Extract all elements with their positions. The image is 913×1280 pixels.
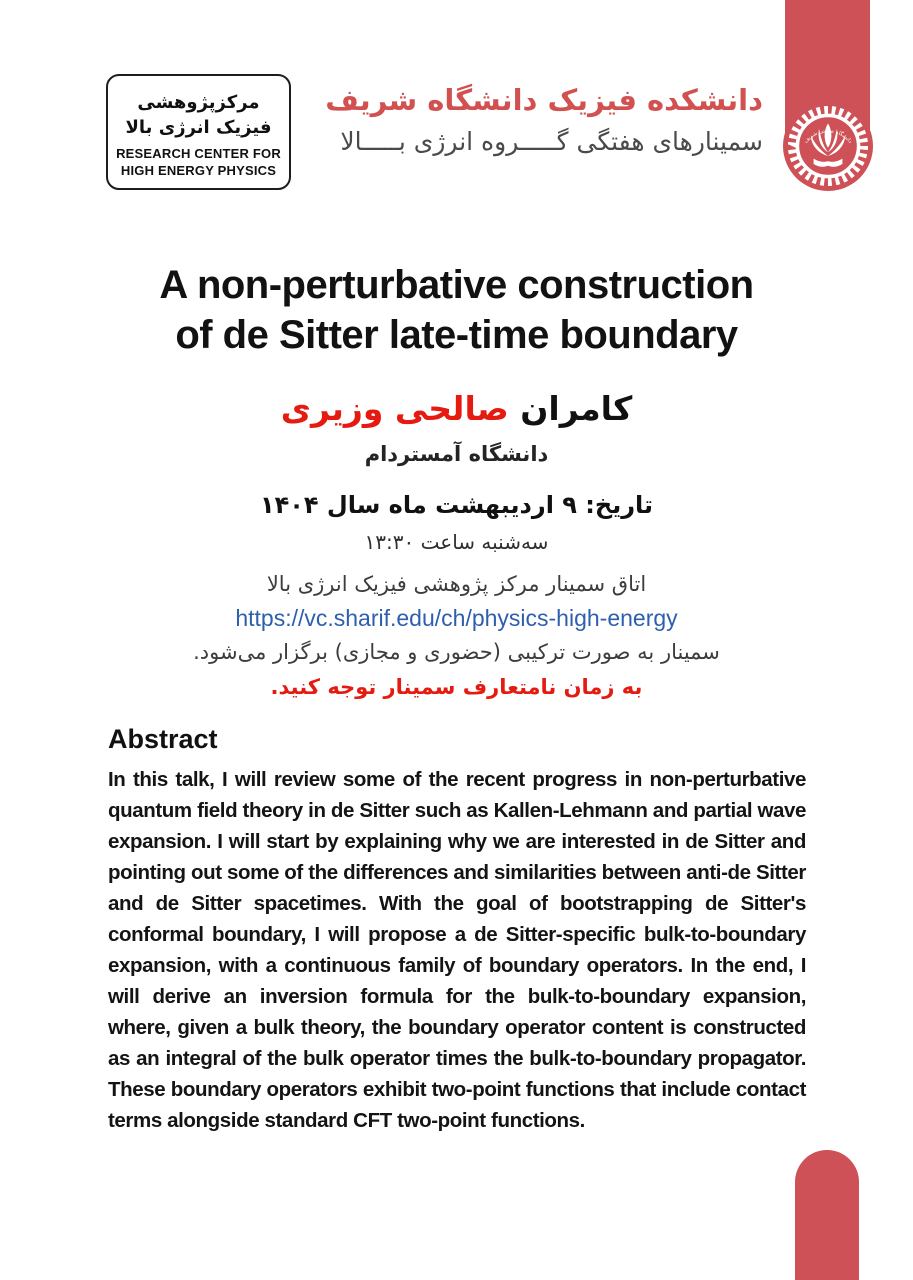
department-header bbox=[325, 78, 763, 162]
seminar-title-line2: of de Sitter late-time boundary bbox=[175, 313, 738, 357]
abstract-body: In this talk, I will review some of the recent progress in non-perturbative quantum field theory in de Sitter such as Kallen-Lehmann and partial wave expansion. I will start by explaining why we are interested in de Sitter and pointing out some of the differences and similarities between anti-de Sitter and de Sitter spacetimes. With the goal of bootstrapping de Sitter's conformal boundary, I will propose a de Sitter-specific bulk-to-boundary expansion, with a continuous family of boundary operators. In the end, I will derive an inversion formula for the bulk-to-boundary expansion, where, given a bulk theory, the boundary operator content is constructed as an integral of the bulk operator times the bulk-to-boundary propagator. These boundary operators exhibit two-point functions that include contact terms alongside standard CFT two-point functions. bbox=[108, 768, 806, 1132]
abstract-heading: Abstract bbox=[108, 724, 218, 754]
seminar-format-note: سمینار به صورت ترکیبی (حضوری و مجازی) برگزار می‌شود. bbox=[193, 640, 720, 664]
research-center-box bbox=[106, 74, 291, 190]
seminar-title bbox=[0, 260, 913, 360]
seminar-video-link[interactable]: https://vc.sharif.edu/ch/physics-high-energy bbox=[235, 605, 678, 631]
speaker-first-name: کامران bbox=[520, 389, 633, 428]
speaker-affiliation: دانشگاه آمستردام bbox=[364, 442, 549, 466]
speaker-name bbox=[0, 386, 913, 432]
seminar-location: اتاق سمینار مرکز پژوهشی فیزیک انرژی بالا bbox=[266, 572, 647, 596]
seminar-time: سه‌شنبه ساعت ۱۳:۳۰ bbox=[364, 530, 549, 554]
department-title: دانشکده فیزیک دانشگاه شریف bbox=[325, 83, 763, 117]
department-subtitle: سمینارهای هفتگی گـــــروه انرژی بـــــالا bbox=[340, 127, 763, 156]
org-name-fa-line2: فیزیک انرژی بالا bbox=[125, 116, 272, 138]
seminar-link-line bbox=[0, 601, 913, 635]
speaker-last-name: صالحی وزیری bbox=[280, 389, 509, 428]
sharif-university-logo bbox=[783, 101, 873, 191]
sharif-logo-icon bbox=[783, 101, 873, 191]
org-name-en-line1: RESEARCH CENTER FOR bbox=[116, 145, 281, 161]
org-name-en-line2: HIGH ENERGY PHYSICS bbox=[120, 162, 277, 178]
unusual-time-warning: به زمان نامتعارف سمینار توجه کنید. bbox=[270, 675, 643, 699]
org-name-fa-line1: مرکزپژوهشی bbox=[137, 91, 260, 113]
bottom-right-ribbon-decoration bbox=[795, 1150, 859, 1280]
logo-arc-text: دانشگاه صنعتی شریف bbox=[803, 128, 853, 145]
seminar-date: تاریخ: ۹ اردیبهشت ماه سال ۱۴۰۴ bbox=[259, 491, 654, 519]
seminar-title-line1: A non-perturbative construction bbox=[159, 263, 754, 307]
